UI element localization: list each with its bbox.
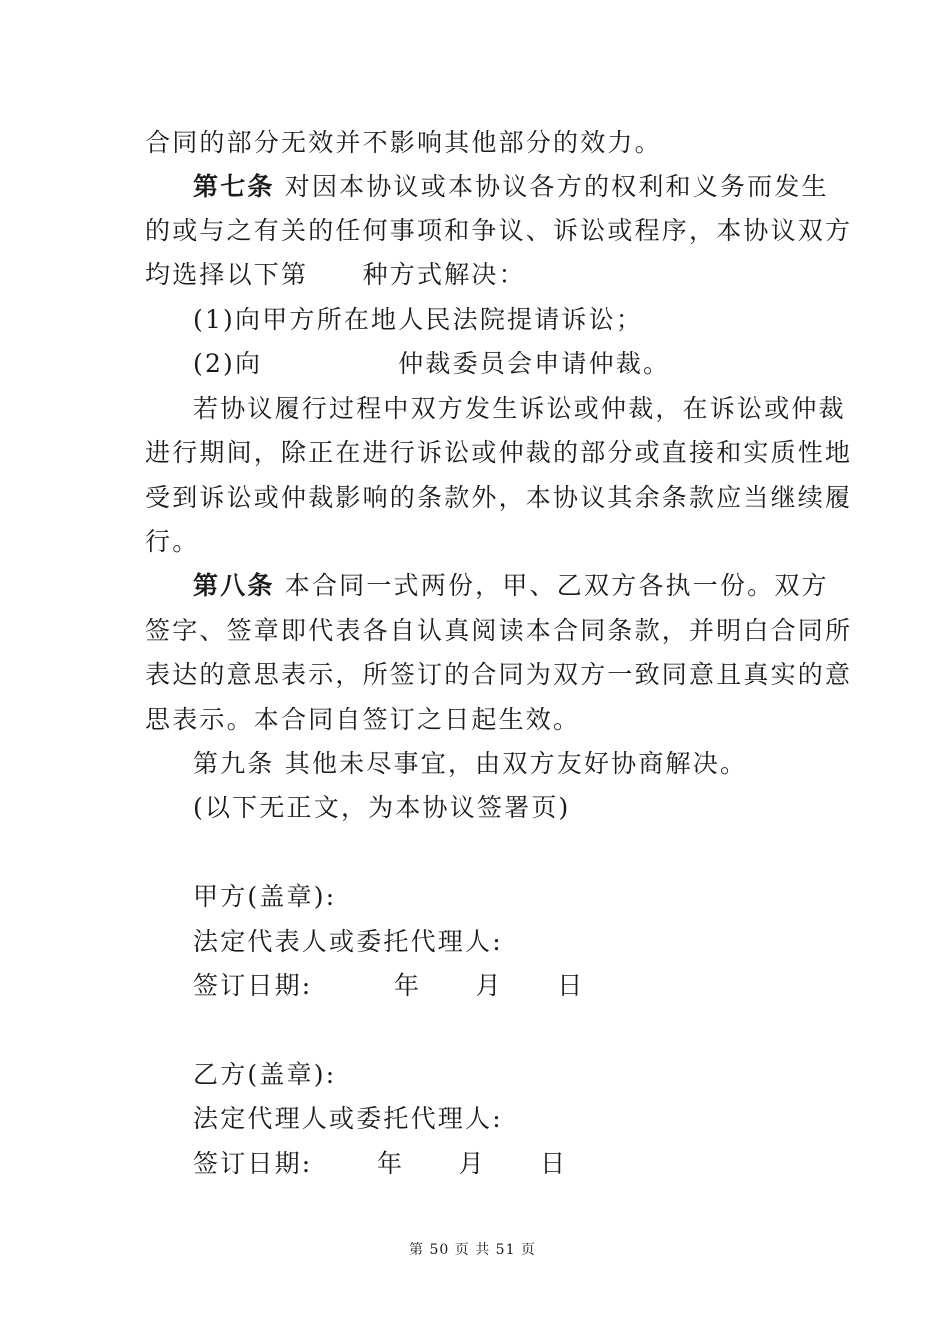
article-8-line: 表达的意思表示，所签订的合同为双方一致同意且真实的意 [145,660,853,689]
article-7-heading: 第七条 [193,172,275,201]
party-b-label: 乙方(盖章): [193,1060,337,1089]
party-b-date: 签订日期: 年 月 日 [193,1149,568,1178]
article-7-text: 对因本协议或本协议各方的权利和义务而发生 [274,172,829,201]
article-8-first-line [193,570,829,602]
article-7-first-line [193,171,829,203]
party-a-label: 甲方(盖章): [193,882,337,911]
party-a-date: 签订日期: 年 月 日 [193,971,585,1000]
paragraph-line: 受到诉讼或仲裁影响的条款外，本协议其余条款应当继续履 [145,483,853,512]
article-7-line: 均选择以下第 种方式解决： [145,260,526,289]
paragraph-line: 行。 [145,527,200,556]
article-8-text: 本合同一式两份，甲、乙双方各执一份。双方 [274,571,829,600]
no-text-note: (以下无正文，为本协议签署页) [193,793,571,822]
paragraph-line: 若协议履行过程中双方发生诉讼或仲裁，在诉讼或仲裁 [193,394,846,423]
article-8-line: 签字、签章即代表各自认真阅读本合同条款，并明白合同所 [145,616,853,645]
party-b-representative: 法定代理人或委托代理人: [193,1104,503,1133]
party-a-representative: 法定代表人或委托代理人: [193,927,503,956]
body-line: 合同的部分无效并不影响其他部分的效力。 [145,128,662,157]
article-7-line: 的或与之有关的任何事项和争议、诉讼或程序，本协议双方 [145,216,853,245]
article-8-heading: 第八条 [193,571,275,600]
option-litigation: (1)向甲方所在地人民法院提请诉讼； [193,305,644,334]
option-arbitration: (2)向 仲裁委员会申请仲裁。 [193,349,671,378]
article-8-line: 思表示。本合同自签订之日起生效。 [145,705,581,734]
paragraph-line: 进行期间，除正在进行诉讼或仲裁的部分或直接和实质性地 [145,438,853,467]
page-number-footer: 第 50 页 共 51 页 [409,1242,536,1258]
article-9: 第九条 其他未尽事宜，由双方友好协商解决。 [193,749,748,778]
